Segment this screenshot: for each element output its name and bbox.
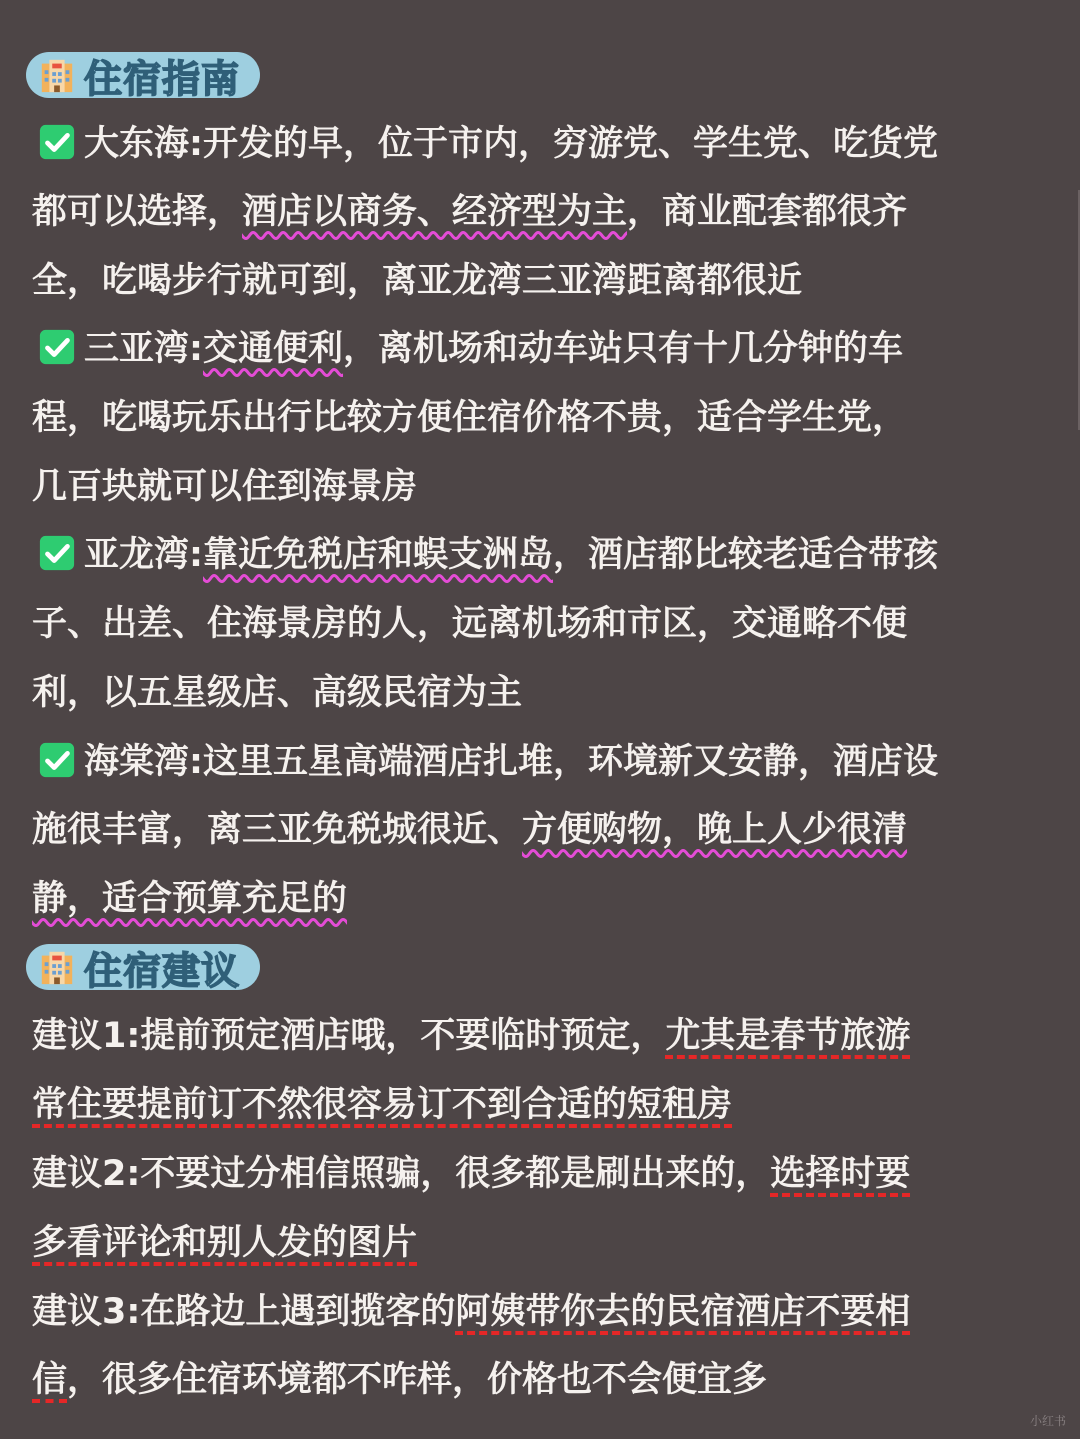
item-text: 三亚湾: [84, 329, 203, 369]
section-heading-advice [26, 944, 260, 993]
advice-text: 建议3:在路边上遇到揽客的 [32, 1292, 456, 1332]
highlight-text: 信 [32, 1360, 68, 1400]
item-line: 几百块就可以住到海景房 [32, 467, 418, 507]
section-heading-guide [26, 52, 260, 101]
highlight-text: 阿姨带你去的民宿酒店不要相 [455, 1292, 911, 1332]
highlight-text: 选择时要 [770, 1154, 911, 1194]
highlight-text: 常住要提前订不然很容易订不到合适的短租房 [32, 1085, 733, 1125]
advice-line [32, 1152, 1032, 1196]
advice-line [32, 1083, 1032, 1127]
advice-line [32, 1358, 1032, 1402]
advice-line [32, 1014, 1032, 1058]
highlight-text: 尤其是春节旅游 [665, 1016, 911, 1056]
list-item [34, 740, 1034, 784]
advice-text: ，很多住宿环境都不咋样，价格也不会便宜多 [67, 1360, 768, 1400]
item-text: 大东海:开发的早，位于市内，穷游党、学生党、吃货党 [84, 124, 938, 164]
item-line: 全，吃喝步行就可到，离亚龙湾三亚湾距离都很近 [32, 261, 803, 301]
item-line [32, 190, 1032, 234]
advice-line [32, 1290, 1032, 1334]
item-text: ，商业配套都很齐 [627, 192, 908, 232]
checkbox-icon [38, 123, 76, 161]
checkbox-icon [38, 328, 76, 366]
list-item [34, 122, 1034, 166]
item-text: ，酒店都比较老适合带孩 [553, 535, 939, 575]
checkbox-icon [38, 741, 76, 779]
highlight-text: 方便购物，晚上人少很清 [522, 810, 908, 850]
item-text: 海棠湾:这里五星高端酒店扎堆，环境新又安静，酒店设 [84, 742, 938, 782]
hotel-icon [38, 56, 76, 94]
list-item [34, 327, 1034, 371]
item-text: 施很丰富，离三亚免税城很近、 [32, 810, 523, 850]
item-text: 都可以选择， [32, 192, 243, 232]
highlight-text: 交通便利 [203, 329, 344, 369]
watermark: 小红书 [1029, 1414, 1066, 1428]
item-line [32, 877, 1032, 921]
advice-text: 建议2:不要过分相信照骗，很多都是刷出来的， [32, 1154, 771, 1194]
item-line: 程，吃喝玩乐出行比较方便住宿价格不贵，适合学生党， [32, 398, 908, 438]
list-item [34, 533, 1034, 577]
advice-line [32, 1221, 1032, 1265]
advice-text: 建议1:提前预定酒店哦，不要临时预定， [32, 1016, 666, 1056]
item-text: ，离机场和动车站只有十几分钟的车 [343, 329, 904, 369]
highlight-text: 靠近免税店和蜈支洲岛 [203, 535, 554, 575]
highlight-text: 多看评论和别人发的图片 [32, 1223, 418, 1263]
highlight-text: 酒店以商务、经济型为主 [242, 192, 628, 232]
item-text: 亚龙湾: [84, 535, 203, 575]
checkbox-icon [38, 534, 76, 572]
item-line [32, 808, 1032, 852]
section-title: 住宿建议 [84, 948, 241, 993]
item-line: 利，以五星级店、高级民宿为主 [32, 673, 523, 713]
item-line: 子、出差、住海景房的人，远离机场和市区，交通略不便 [32, 604, 908, 644]
section-title: 住宿指南 [84, 56, 241, 101]
hotel-icon [38, 948, 76, 986]
highlight-text: 静，适合预算充足的 [32, 879, 348, 919]
